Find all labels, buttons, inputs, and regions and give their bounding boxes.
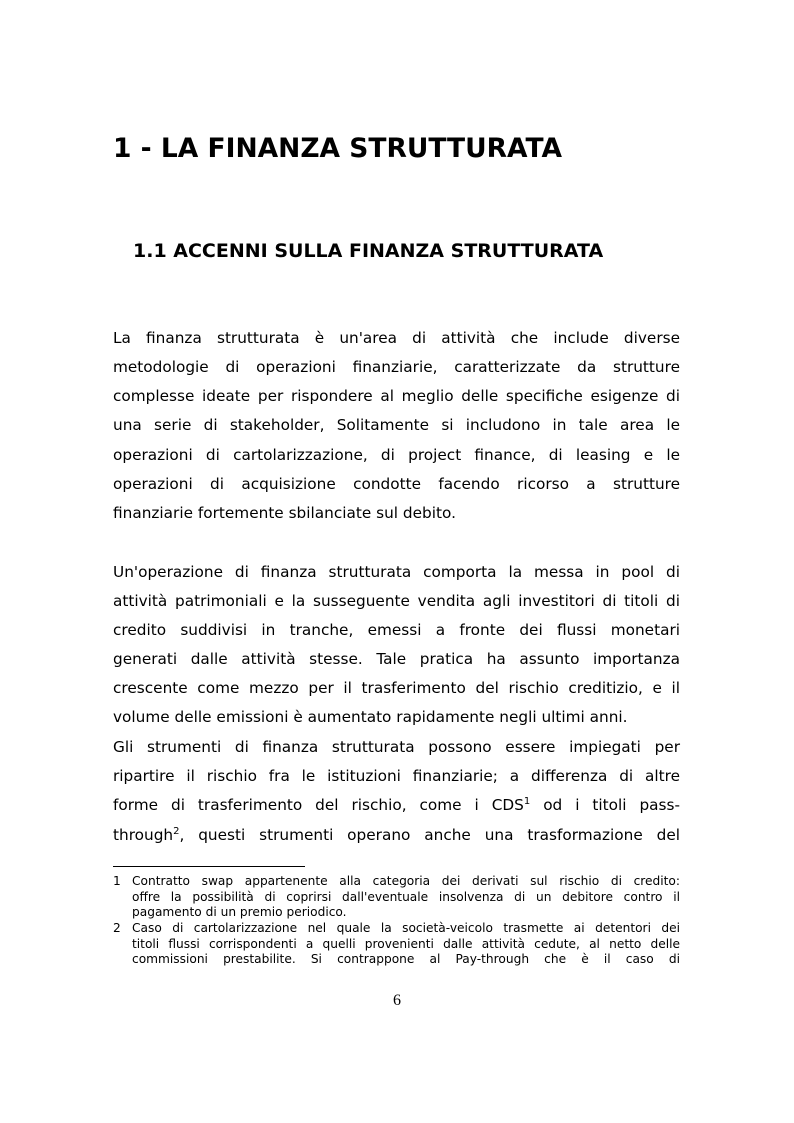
paragraph-line — [113, 795, 680, 815]
paragraph-line: Un'operazione di finanza strutturata comporta la messa in pool di — [113, 563, 680, 581]
paragraph-line: ripartire il rischio fra le istituzioni finanziarie; a differenza di altre — [113, 767, 680, 785]
footnote-line: Contratto swap appartenente alla categoria dei derivati sul rischio di credito: — [132, 874, 680, 888]
paragraph-line: generati dalle attività stesse. Tale pratica ha assunto importanza — [113, 650, 680, 668]
line-text: forme di trasferimento del rischio, come i CDS — [113, 796, 524, 814]
footnote-2 — [113, 921, 680, 968]
footnote-ref-1[interactable]: 1 — [523, 796, 531, 807]
paragraph-line: complesse ideate per rispondere al meglio delle specifiche esigenze di — [113, 387, 680, 405]
paragraph-line: operazioni di acquisizione condotte facendo ricorso a strutture — [113, 475, 680, 493]
footnote-line: pagamento di un premio periodico. — [132, 905, 347, 919]
line-text: through — [113, 826, 174, 844]
footnote-separator — [113, 866, 305, 867]
paragraph-line: Gli strumenti di finanza strutturata possono essere impiegati per — [113, 738, 680, 756]
paragraph-line: attività patrimoniali e la susseguente vendita agli investitori di titoli di — [113, 592, 680, 610]
section-title: 1.1 ACCENNI SULLA FINANZA STRUTTURATA — [133, 240, 604, 262]
line-text: od i titoli pass- — [530, 796, 680, 814]
footnote-number: 2 — [113, 921, 121, 935]
footnote-line: Caso di cartolarizzazione nel quale la società-veicolo trasmette ai detentori dei — [132, 921, 680, 935]
paragraph-line: La finanza strutturata è un'area di attività che include diverse — [113, 329, 680, 347]
paragraph-line: credito suddivisi in tranche, emessi a fronte dei flussi monetari — [113, 621, 680, 639]
paragraph-line — [113, 825, 680, 845]
chapter-title: 1 - LA FINANZA STRUTTURATA — [113, 133, 563, 164]
footnote-1 — [113, 874, 680, 921]
page-number: 6 — [393, 992, 401, 1009]
paragraph-line: volume delle emissioni è aumentato rapidamente negli ultimi anni. — [113, 708, 628, 726]
paragraph-line: crescente come mezzo per il trasferimento del rischio creditizio, e il — [113, 679, 680, 697]
footnote-line: commissioni prestabilite. Si contrappone al Pay-through che è il caso di — [132, 952, 680, 966]
footnote-number: 1 — [113, 874, 121, 888]
footnote-line: titoli flussi corrispondenti a quelli provenienti dalle attività cedute, al netto delle — [132, 936, 680, 951]
paragraph-line: metodologie di operazioni finanziarie, caratterizzate da strutture — [113, 358, 680, 376]
footnote-ref-2[interactable]: 2 — [173, 826, 180, 837]
paragraph-line: una serie di stakeholder, Solitamente si includono in tale area le — [113, 416, 680, 434]
line-text: , questi strumenti operano anche una trasformazione del — [179, 826, 680, 844]
paragraph-line: operazioni di cartolarizzazione, di project finance, di leasing e le — [113, 446, 680, 464]
footnote-line: offre la possibilità di coprirsi dall'eventuale insolvenza di un debitore contro il — [132, 889, 680, 904]
paragraph-line: finanziarie fortemente sbilanciate sul debito. — [113, 504, 456, 522]
